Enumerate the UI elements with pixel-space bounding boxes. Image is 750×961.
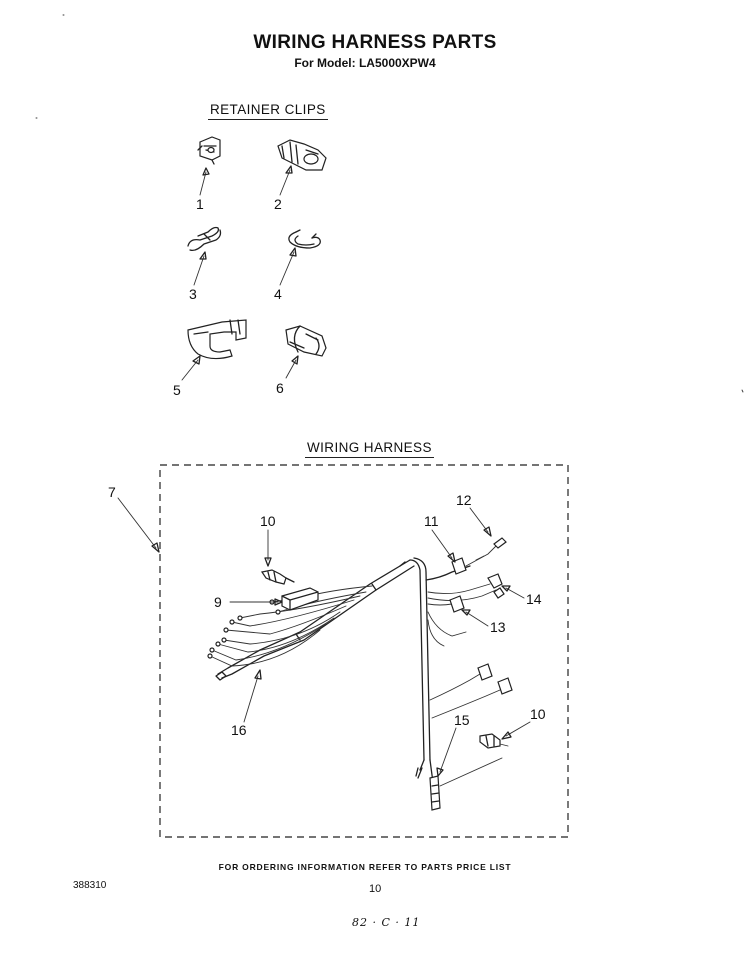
connector-15 xyxy=(430,776,440,810)
retainer-clip-6-drawing xyxy=(286,326,326,356)
page-title: WIRING HARNESS PARTS xyxy=(253,32,497,53)
arrowhead-6 xyxy=(292,356,298,364)
leader-line-4 xyxy=(280,252,294,285)
arrowhead-1 xyxy=(203,168,209,175)
leader-line-14 xyxy=(506,588,524,598)
callout-10-top: 10 xyxy=(260,513,276,529)
harness-right-middle-connectors xyxy=(430,664,512,718)
ordering-info-note: FOR ORDERING INFORMATION REFER TO PARTS PRICE LIST xyxy=(218,862,512,872)
callout-4: 4 xyxy=(274,286,282,302)
leader-line-16 xyxy=(244,676,258,722)
callout-16: 16 xyxy=(231,722,247,738)
leader-line-7 xyxy=(118,498,156,548)
harness-long-bundle xyxy=(216,560,414,680)
callout-12: 12 xyxy=(456,492,472,508)
document-number: 388310 xyxy=(73,880,107,891)
harness-trunk xyxy=(400,558,436,800)
terminal-10-bottom xyxy=(440,734,508,786)
leader-line-3 xyxy=(194,256,204,285)
connector-block-9 xyxy=(282,588,318,610)
scan-speck xyxy=(742,390,743,392)
retainer-clip-2-drawing xyxy=(278,140,326,170)
arrowhead-5 xyxy=(193,356,200,364)
callout-11: 11 xyxy=(424,513,439,529)
model-subtitle: For Model: LA5000XPW4 xyxy=(294,56,436,70)
retainer-clip-5-drawing xyxy=(188,320,246,359)
callout-13: 13 xyxy=(490,619,506,635)
retainer-clip-1-drawing xyxy=(198,137,220,164)
callout-3: 3 xyxy=(189,286,197,302)
leader-line-12 xyxy=(470,508,488,532)
leader-line-15 xyxy=(440,728,456,772)
callout-1: 1 xyxy=(196,196,204,212)
handwritten-mark: 82 · C · 11 xyxy=(352,916,421,929)
page-number: 10 xyxy=(369,883,382,895)
leader-line-2 xyxy=(280,170,290,195)
retainer-clip-3-drawing xyxy=(188,228,221,251)
callout-15: 15 xyxy=(454,712,470,728)
callout-2: 2 xyxy=(274,196,282,212)
leader-line-13 xyxy=(466,612,488,626)
callout-14: 14 xyxy=(526,591,542,607)
harness-right-upper xyxy=(426,538,506,580)
callout-7: 7 xyxy=(108,484,116,500)
harness-branch-14 xyxy=(428,574,504,601)
wiring-harness-label: WIRING HARNESS xyxy=(307,440,432,455)
retainer-clip-4-drawing xyxy=(289,230,320,248)
callout-6: 6 xyxy=(276,380,284,396)
connector-13 xyxy=(428,596,466,646)
arrowhead-16 xyxy=(255,670,261,679)
terminal-10-top xyxy=(262,570,294,584)
harness-dashed-border xyxy=(160,465,568,837)
callout-9: 9 xyxy=(214,594,222,610)
leader-line-11 xyxy=(432,530,452,558)
retainer-clips-label: RETAINER CLIPS xyxy=(210,102,326,117)
callout-5: 5 xyxy=(173,382,181,398)
callout-10-bottom: 10 xyxy=(530,706,546,722)
